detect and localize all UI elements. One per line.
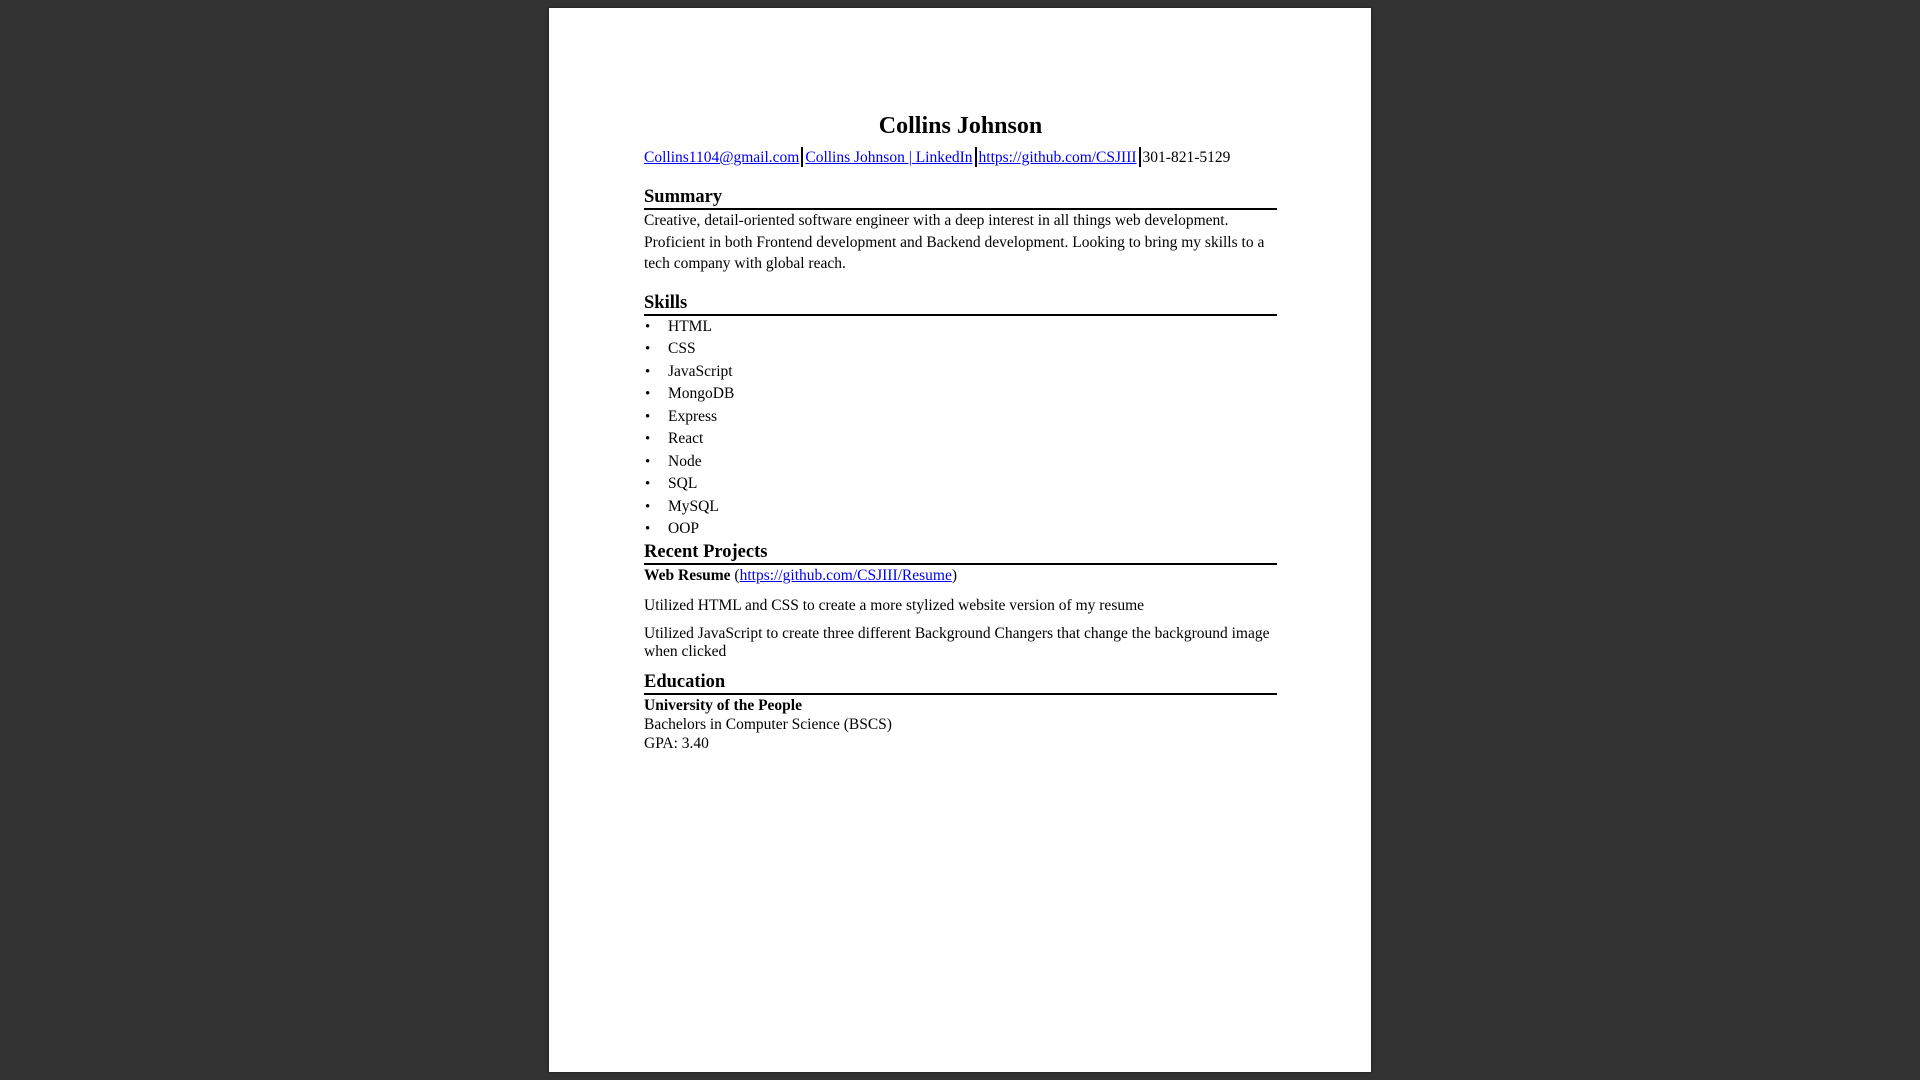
- skill-item: [644, 473, 1277, 496]
- contact-line: [644, 147, 1277, 168]
- bullet-icon: •: [645, 498, 651, 515]
- education-gpa: GPA: 3.40: [644, 734, 709, 752]
- project-description: Utilized JavaScript to create three different Background Changers that change the background image when clicked: [644, 624, 1270, 660]
- skills-list: [644, 316, 1277, 541]
- skill-item: [644, 518, 1277, 541]
- contact-separator: [801, 147, 803, 167]
- skill-label: React: [668, 430, 704, 447]
- contact-separator: [975, 147, 977, 167]
- education-school: University of the People: [644, 696, 802, 714]
- project-description: Utilized HTML and CSS to create a more stylized website version of my resume: [644, 596, 1145, 614]
- email-link[interactable]: Collins1104@gmail.com: [644, 149, 800, 166]
- skill-item: [644, 383, 1277, 406]
- bullet-icon: •: [645, 408, 651, 425]
- github-link[interactable]: https://github.com/CSJIII: [978, 149, 1137, 166]
- bullet-icon: •: [645, 476, 651, 492]
- project-link[interactable]: https://github.com/CSJIII/Resume: [739, 566, 952, 584]
- skill-item: [644, 496, 1277, 519]
- project-title: Web Resume: [644, 566, 731, 584]
- skill-label: JavaScript: [668, 362, 733, 380]
- skill-label: CSS: [668, 340, 696, 357]
- bullet-icon: •: [645, 453, 651, 470]
- skill-item: [644, 338, 1277, 361]
- projects-heading: Recent Projects: [644, 541, 1277, 565]
- resume-page: [549, 8, 1371, 1072]
- summary-heading: Summary: [644, 186, 1277, 210]
- contact-separator: [1139, 147, 1141, 167]
- skill-item: [644, 361, 1277, 384]
- summary-text: Creative, detail-oriented software engineer with a deep interest in all things web development. Proficient in both Frontend development and Backend development. Looking to bring my skills to a tech company with global reach.: [644, 212, 1265, 272]
- paren-open: (: [734, 566, 740, 584]
- skill-label: HTML: [668, 317, 712, 335]
- linkedin-link[interactable]: Collins Johnson | LinkedIn: [805, 149, 973, 166]
- skill-label: Express: [668, 407, 718, 425]
- bullet-icon: •: [645, 341, 651, 357]
- bullet-icon: •: [645, 363, 651, 380]
- bullet-icon: •: [645, 318, 651, 335]
- skill-item: [644, 406, 1277, 429]
- skills-heading: Skills: [644, 292, 1277, 316]
- bullet-icon: •: [645, 386, 651, 402]
- education-degree: Bachelors in Computer Science (BSCS): [644, 715, 892, 733]
- resume-name: Collins Johnson: [878, 113, 1043, 139]
- bullet-icon: •: [645, 431, 651, 447]
- skill-label: OOP: [668, 520, 700, 537]
- education-heading: Education: [644, 671, 1277, 695]
- project-item: [644, 565, 1277, 661]
- skill-label: MongoDB: [668, 385, 735, 402]
- phone-number: 301-821-5129: [1142, 149, 1231, 166]
- paren-close: ): [951, 566, 958, 584]
- skill-item: [644, 428, 1277, 451]
- bullet-icon: •: [645, 521, 651, 537]
- project-title-line: [644, 565, 1277, 587]
- skill-item: [644, 316, 1277, 339]
- skill-label: Node: [668, 452, 702, 470]
- skill-label: MySQL: [668, 497, 719, 515]
- resume-content: [644, 103, 1277, 753]
- skill-label: SQL: [668, 475, 698, 492]
- skill-item: [644, 451, 1277, 474]
